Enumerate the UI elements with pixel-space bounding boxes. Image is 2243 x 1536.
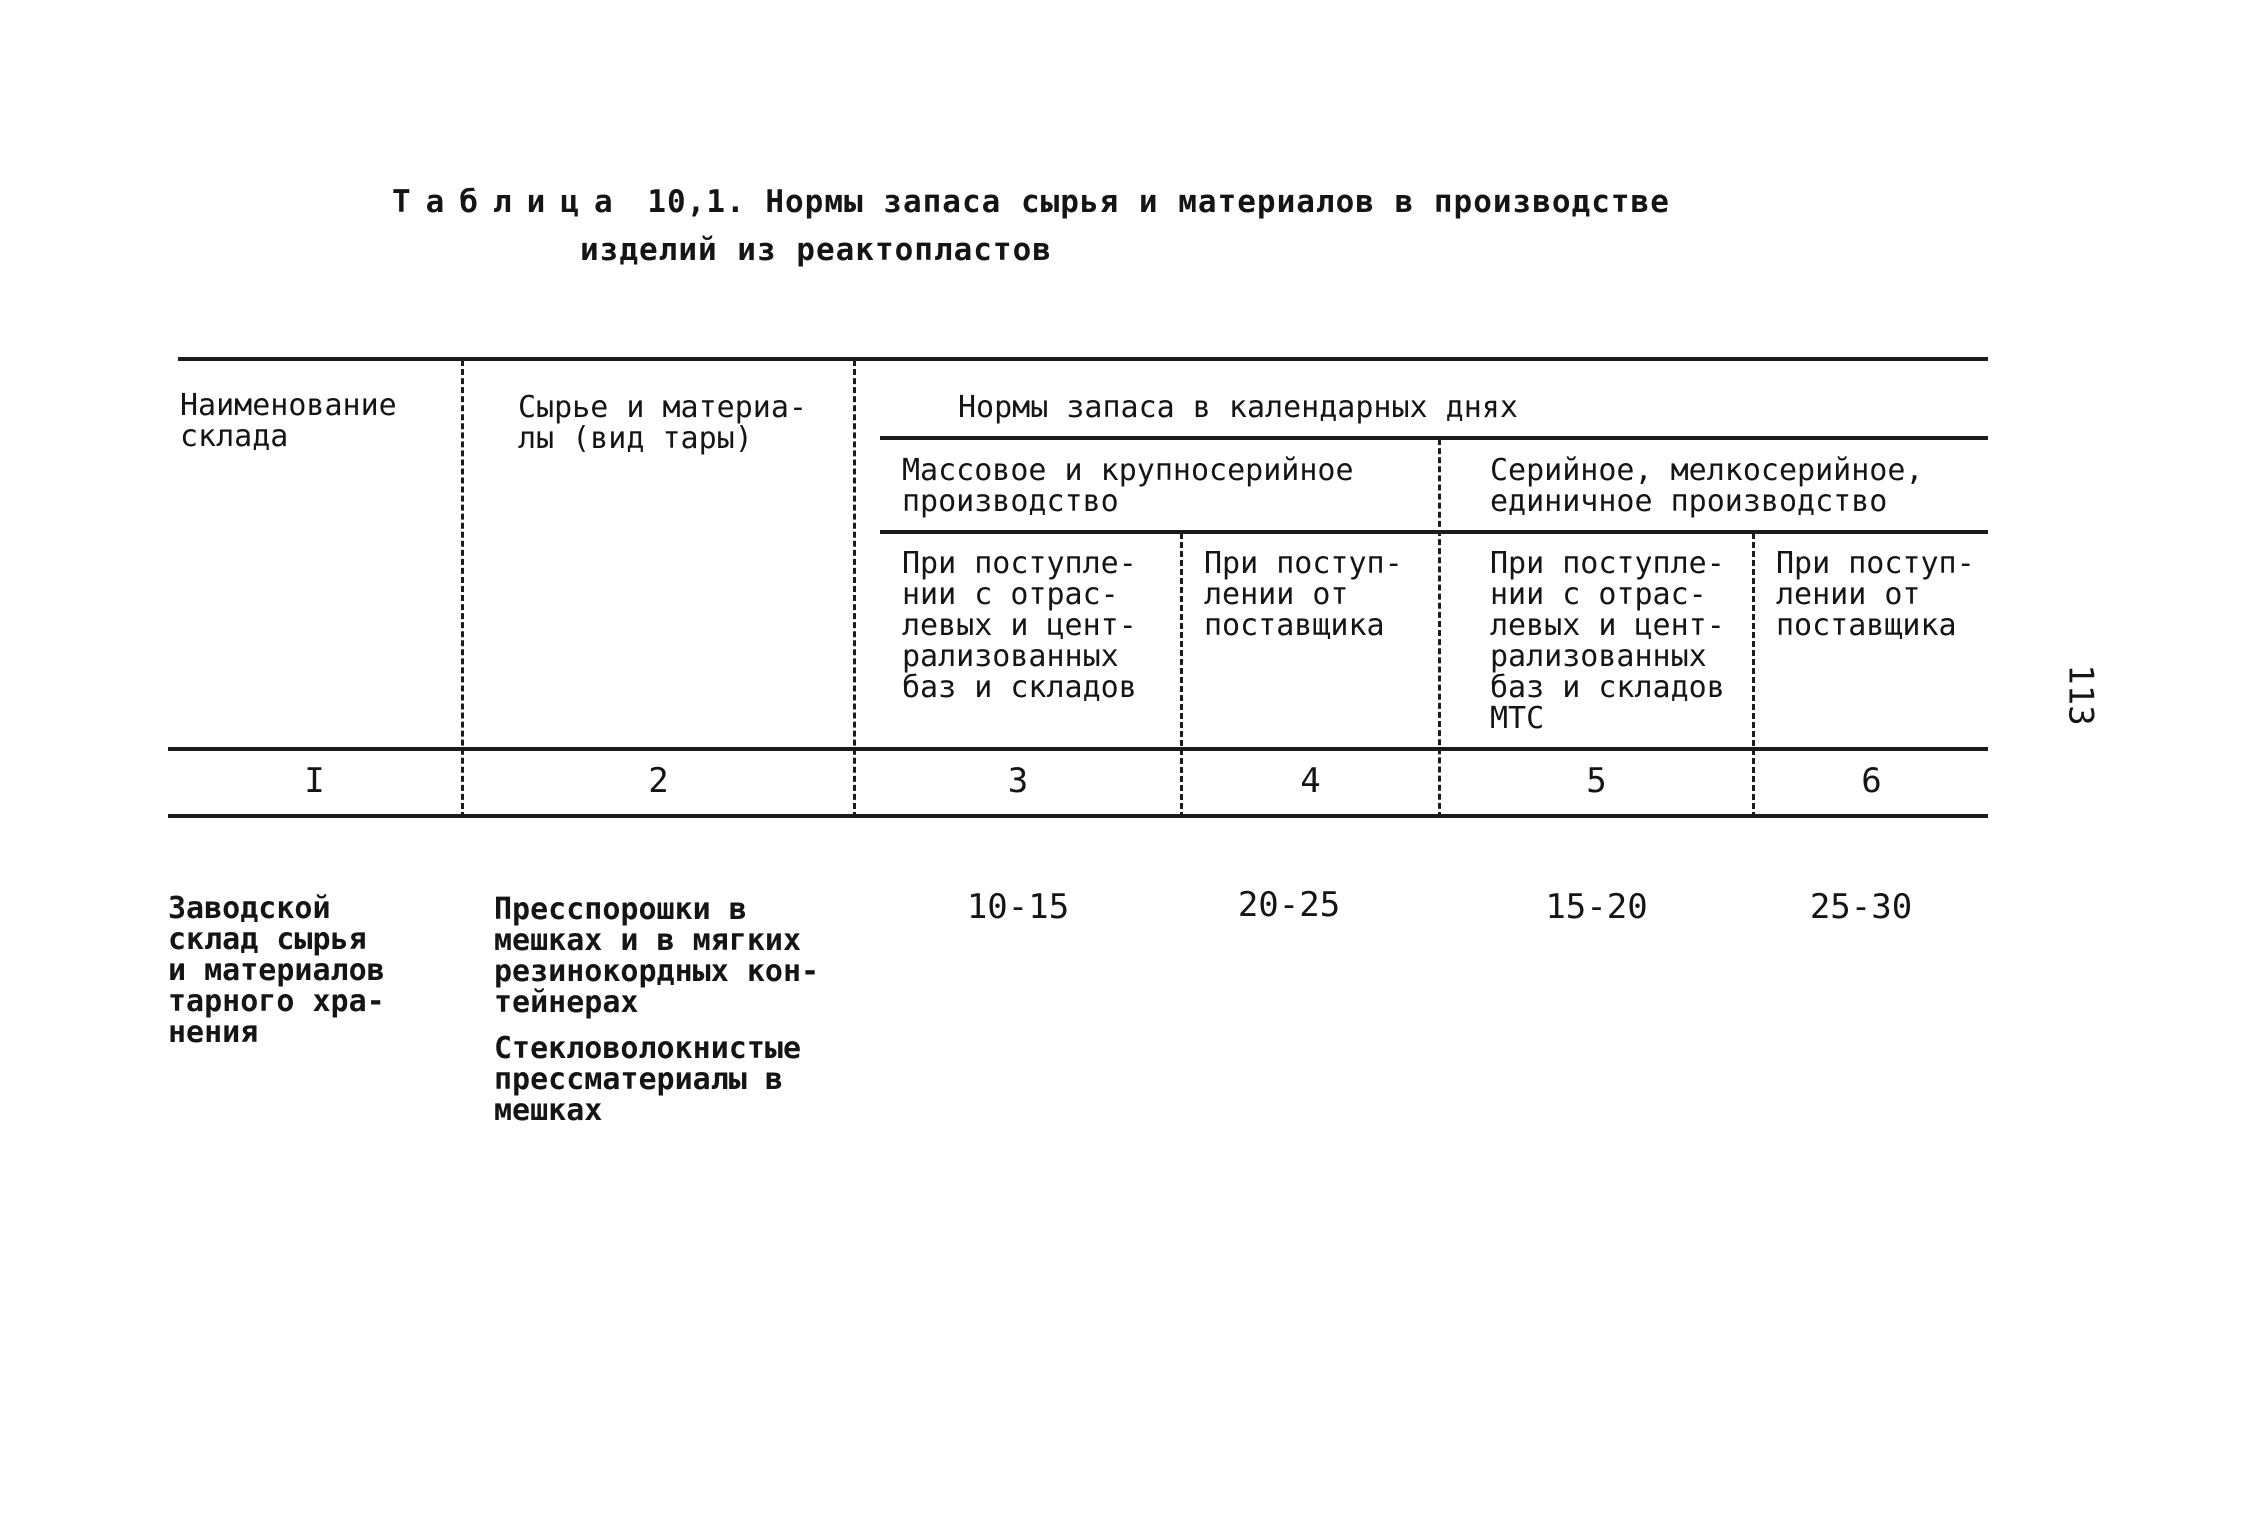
- column-number-2: 2: [648, 761, 669, 801]
- header-materials: Сырье и материа- лы (вид тары): [518, 390, 807, 456]
- page-number: 113: [2060, 664, 2101, 726]
- table-top-rule: [178, 357, 1988, 361]
- title-line2: изделий из реактопластов: [580, 232, 1052, 268]
- table-number: 10,1.: [647, 184, 746, 220]
- column-number-6: 6: [1861, 761, 1882, 801]
- cell-material-presspowders: Пресспорошки в мешках и в мягких резинокордных кон- тейнерах: [494, 892, 820, 1020]
- column-number-1: I: [304, 761, 325, 801]
- header-col3: При поступле- нии с отрас- левых и цент- рализованных баз и складов: [902, 546, 1137, 705]
- cell-material-fiberglass: Стекловолокнистые прессматериалы в мешках: [494, 1031, 802, 1128]
- subgroup-header-rule: [880, 530, 1988, 534]
- col-divider-2-3: [853, 360, 856, 818]
- header-mass-production: Массовое и крупносерийное производство: [902, 453, 1354, 519]
- column-number-5: 5: [1586, 761, 1607, 801]
- header-warehouse-name: Наименование склада: [180, 388, 397, 454]
- cell-value-col4: 20-25: [1237, 885, 1341, 925]
- cell-value-col6: 25-30: [1809, 887, 1913, 927]
- group-header-rule: [880, 436, 1988, 440]
- title-line1: Нормы запаса сырья и материалов в производстве: [765, 184, 1670, 220]
- cell-warehouse: Заводской склад сырья и материалов тарного хра- нения: [168, 891, 385, 1050]
- header-serial-production: Серийное, мелкосерийное, единичное производство: [1490, 453, 1924, 519]
- table-label: Таблица: [392, 184, 628, 220]
- column-number-3: 3: [1007, 761, 1029, 801]
- header-col4: При поступ- лении от поставщика: [1204, 546, 1403, 643]
- cell-value-col3: 10-15: [966, 887, 1070, 927]
- header-col5: При поступле- нии с отрас- левых и цент- рализованных баз и складов МТС: [1490, 546, 1725, 736]
- header-bottom-rule: [168, 747, 1988, 751]
- cell-value-col5: 15-20: [1545, 887, 1648, 927]
- column-number-4: 4: [1300, 761, 1321, 801]
- numbers-bottom-rule: [168, 814, 1988, 818]
- header-col6: При поступ- лении от поставщика: [1776, 546, 1975, 643]
- table-title: [392, 178, 1670, 226]
- header-stock-norms: Нормы запаса в календарных днях: [958, 390, 1518, 425]
- col-divider-1-2: [461, 360, 464, 818]
